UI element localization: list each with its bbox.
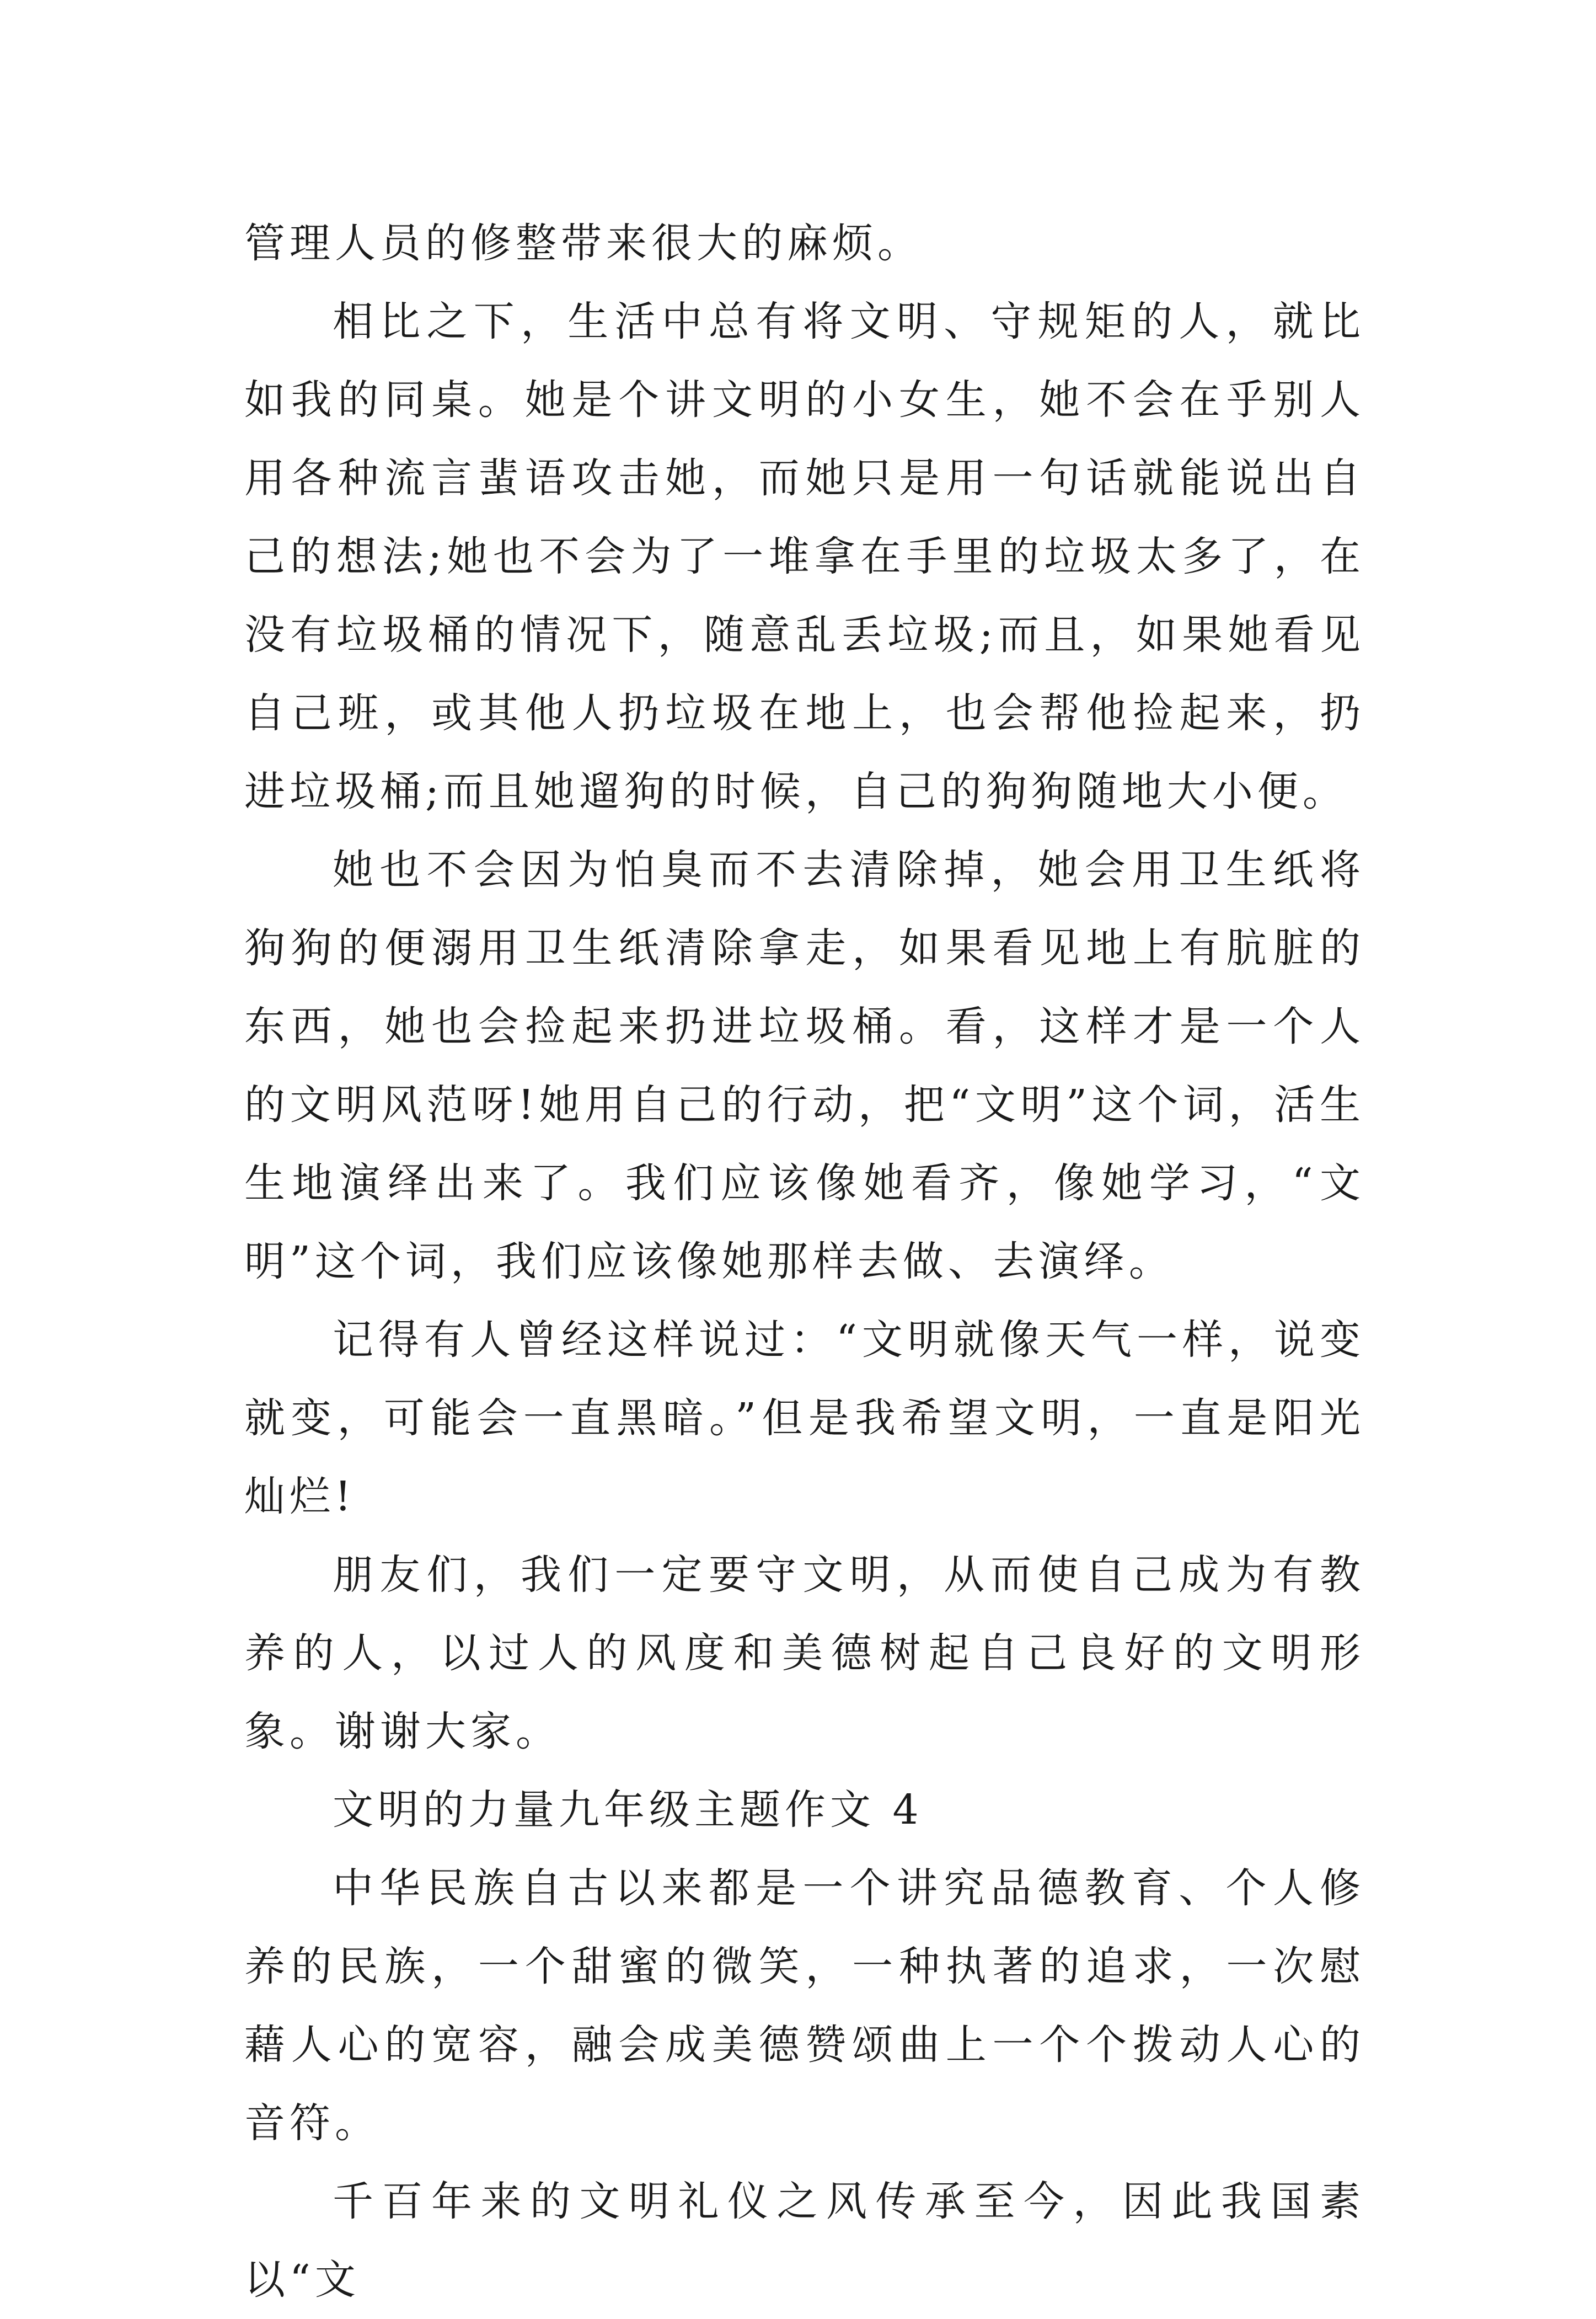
paragraph: 中华民族自古以来都是一个讲究品德教育、个人修养的民族，一个甜蜜的微笑，一种执著的追求，一次慰藉人心的宽容，融会成美德赞颂曲上一个个拨动人心的音符。 bbox=[244, 1864, 1365, 2147]
paragraph: 她也不会因为怕臭而不去清除掉，她会用卫生纸将狗狗的便溺用卫生纸清除拿走，如果看见地上有肮脏的东西，她也会捡起来扔进垃圾桶。看，这样才是一个人的文明风范呀!她用自己的行动，把“文明”这个词，活生生地演绎出来了。我们应该像她看齐，像她学习，“文明”这个词，我们应该像她那样去做、去演绎。 bbox=[244, 846, 1365, 1285]
paragraph: 朋友们，我们一定要守文明，从而使自己成为有教养的人，以过人的风度和美德树起自己良好的文明形象。谢谢大家。 bbox=[244, 1551, 1365, 1755]
paragraph: 相比之下，生活中总有将文明、守规矩的人，就比如我的同桌。她是个讲文明的小女生，她不会在乎别人用各种流言蜚语攻击她，而她只是用一句话就能说出自己的想法;她也不会为了一堆拿在手里的垃圾太多了，在没有垃圾桶的情况下，随意乱丢垃圾;而且，如果她看见自己班，或其他人扔垃圾在地上，也会帮他捡起来，扔进垃圾桶;而且她遛狗的时候，自己的狗狗随地大小便。 bbox=[244, 298, 1365, 815]
paragraph: 记得有人曾经这样说过：“文明就像天气一样，说变就变，可能会一直黑暗。”但是我希望文明，一直是阳光灿烂! bbox=[244, 1316, 1365, 1520]
paragraph-continued: 管理人员的修整带来很大的麻烦。 bbox=[244, 220, 923, 267]
paragraph-truncated: 千百年来的文明礼仪之风传承至今，因此我国素以“文 bbox=[244, 2178, 1365, 2304]
body-text bbox=[244, 204, 1365, 2319]
section-heading: 文明的力量九年级主题作文 4 bbox=[333, 1786, 923, 1834]
